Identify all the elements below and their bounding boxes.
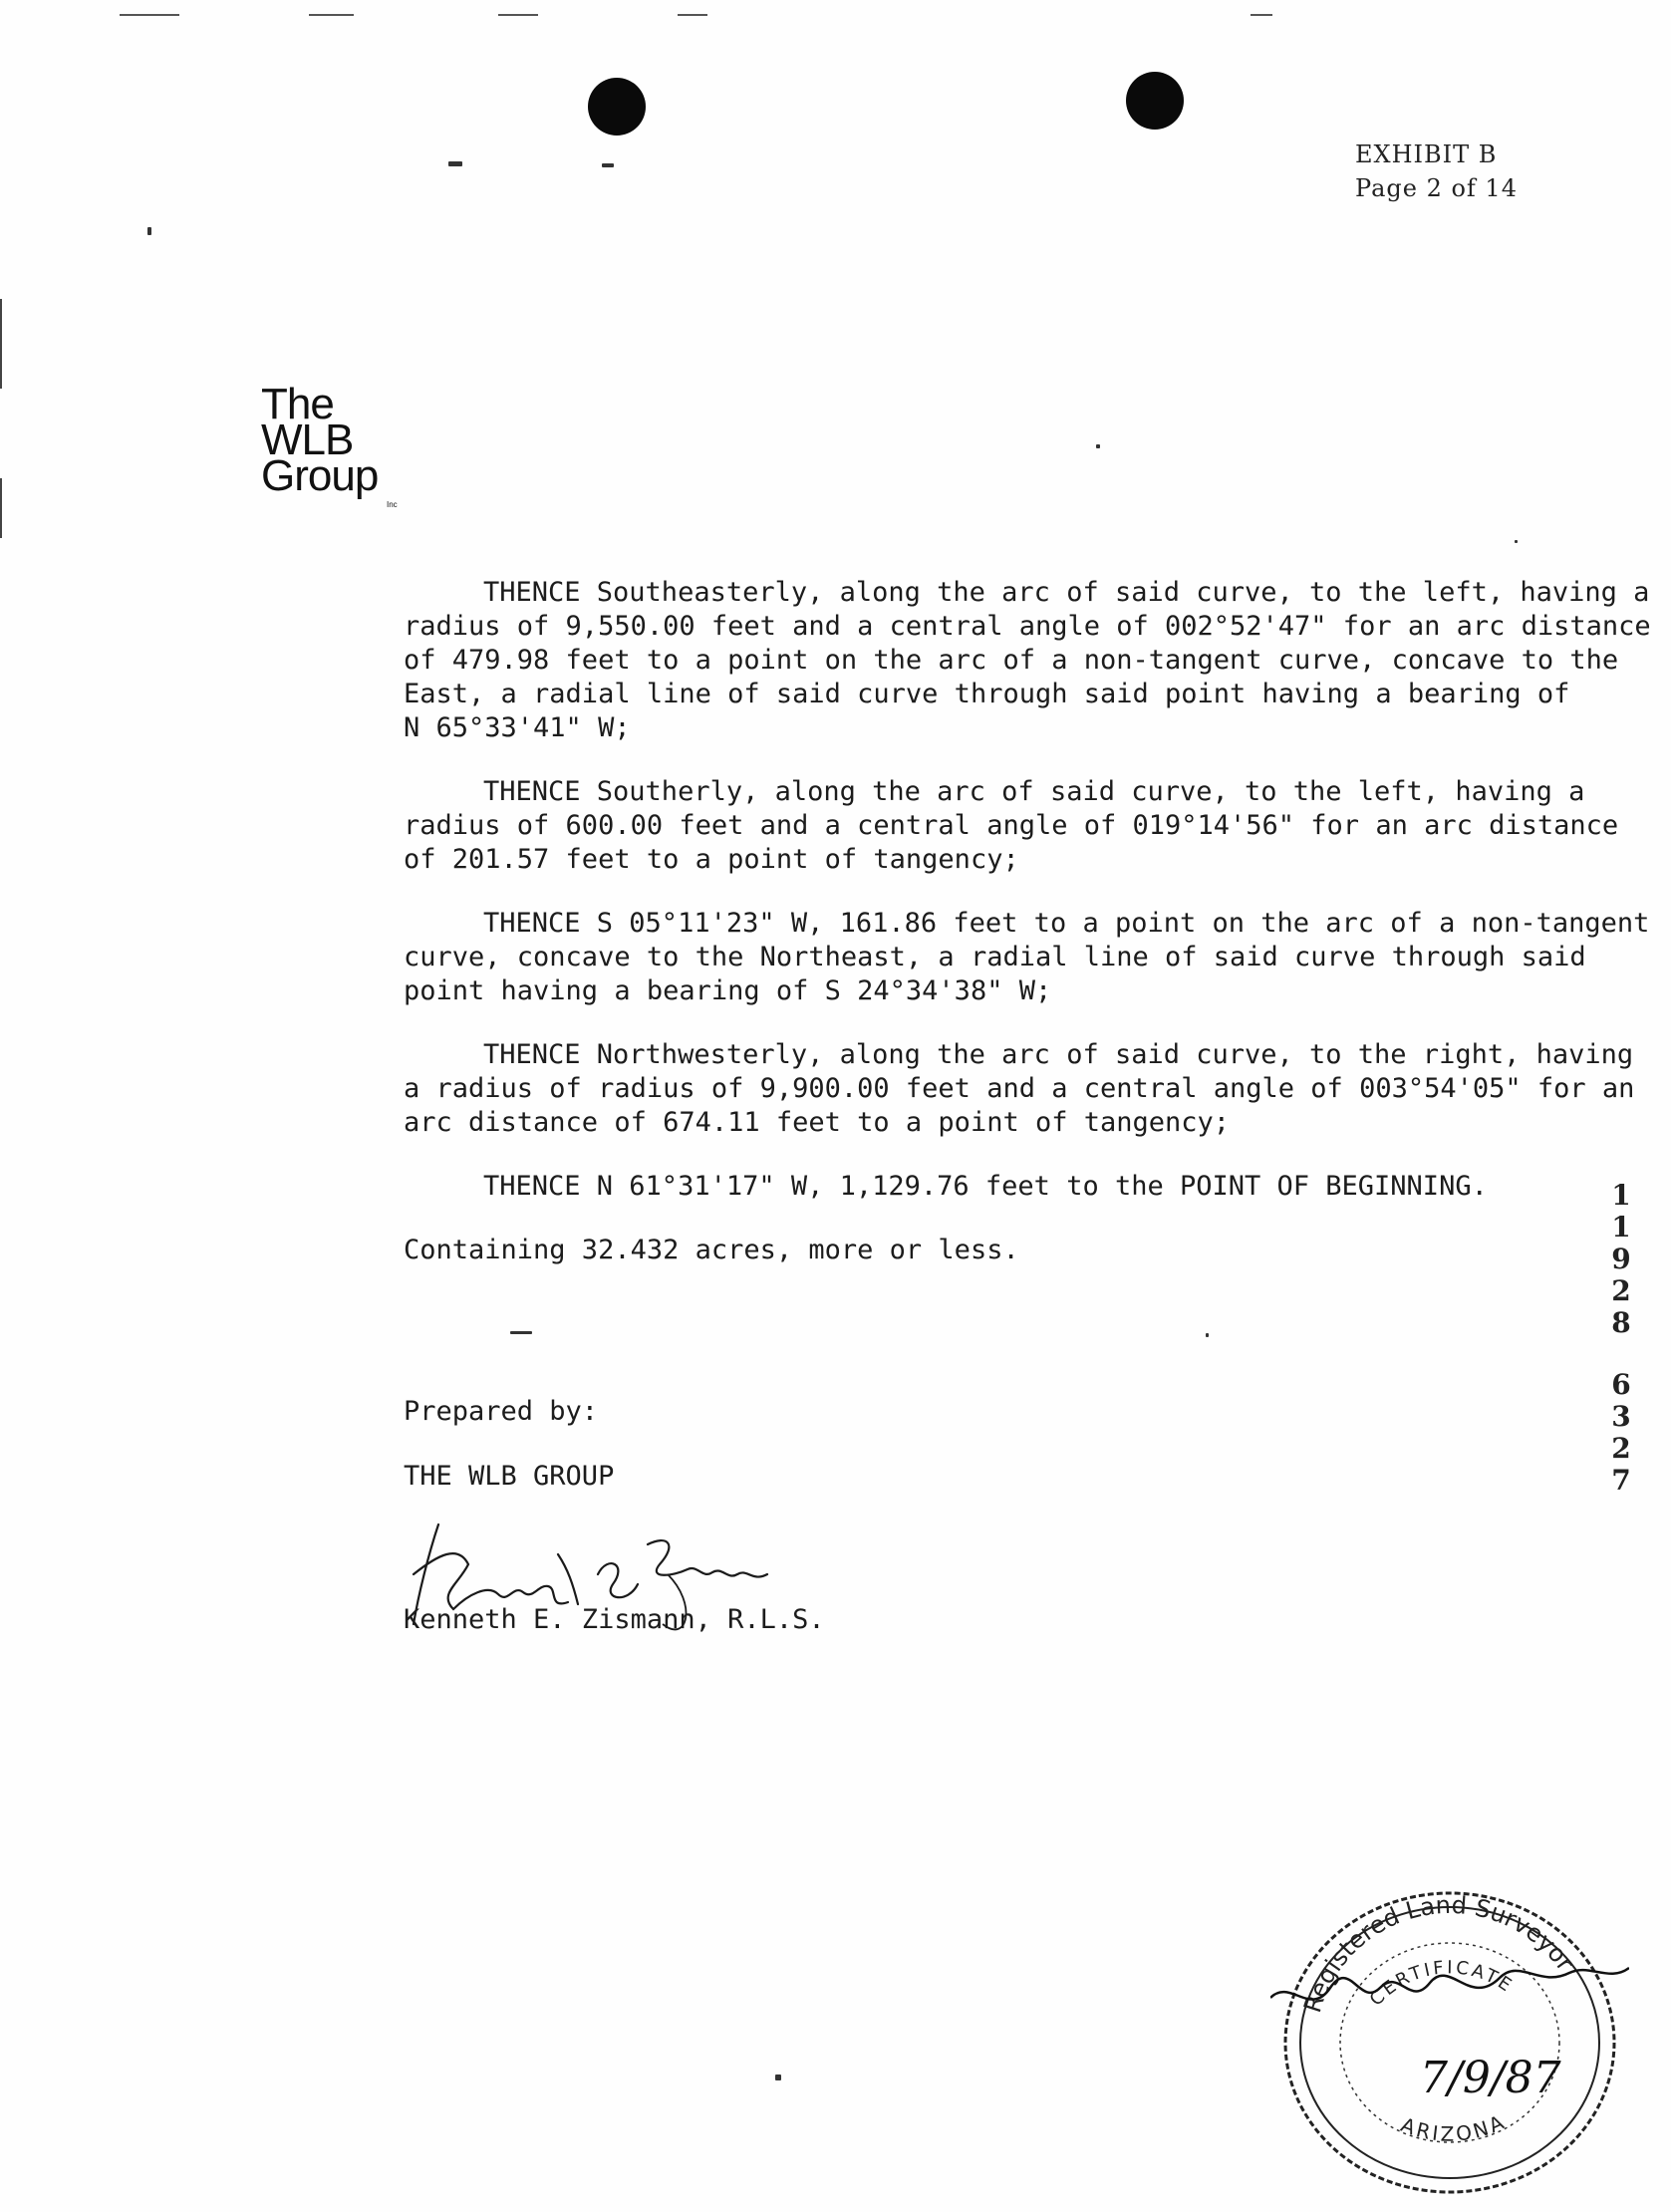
svg-text:Registered Land Surveyor xyxy=(1298,1891,1579,2016)
recording-digit: 7 xyxy=(1611,1464,1631,1497)
scan-artifact-edge xyxy=(0,478,2,538)
scan-artifact-line xyxy=(120,14,179,16)
scan-speck xyxy=(448,161,462,166)
company-logo xyxy=(261,380,398,509)
surveyor-seal xyxy=(1270,1858,1629,2197)
recording-gap xyxy=(1606,1339,1636,1369)
scan-speck xyxy=(147,227,151,235)
recording-number xyxy=(1606,1180,1636,1497)
recording-digit: 9 xyxy=(1611,1243,1631,1275)
exhibit-label: EXHIBIT B xyxy=(1355,140,1498,168)
scan-artifact-line xyxy=(498,14,538,16)
text-line: Containing 32.432 acres, more or less. xyxy=(404,1235,1019,1265)
recording-digit: 2 xyxy=(1611,1432,1631,1465)
logo-suffix: Inc xyxy=(387,500,398,509)
logo-line-1: The xyxy=(261,380,334,428)
scan-artifact-line xyxy=(1251,14,1272,16)
text-line: arc distance of 674.11 feet to a point of tangency; xyxy=(404,1107,1231,1138)
text-line: THENCE Northwesterly, along the arc of said curve, to the right, having xyxy=(483,1039,1634,1070)
recording-digit: 1 xyxy=(1611,1179,1631,1212)
scan-speck xyxy=(1515,540,1518,543)
text-line: point having a bearing of S 24°34'38" W; xyxy=(404,975,1052,1006)
prepared-by-label: Prepared by: xyxy=(404,1396,599,1427)
logo-line-2: WLB xyxy=(261,415,354,464)
firm-name: THE WLB GROUP xyxy=(404,1461,615,1492)
text-line: East, a radial line of said curve through said point having a bearing of xyxy=(404,679,1570,709)
logo-line-3: Group xyxy=(261,451,379,500)
seal-handwritten-date: 7/9/87 xyxy=(1420,2053,1561,2103)
recording-digit: 2 xyxy=(1611,1274,1631,1307)
course-paragraph xyxy=(404,1170,1659,1204)
recording-digit: 8 xyxy=(1611,1306,1631,1339)
scan-artifact-edge xyxy=(0,299,2,389)
course-paragraph xyxy=(404,775,1659,877)
signer-name: Kenneth E. Zismann, R.L.S. xyxy=(404,1604,825,1635)
svg-text:ARIZONA xyxy=(1398,2109,1511,2146)
scan-speck xyxy=(1206,1333,1209,1337)
seal-middle-text: CERTIFICATE xyxy=(1365,1957,1518,2011)
scan-speck xyxy=(602,163,614,167)
text-line: THENCE Southerly, along the arc of said curve, to the left, having a xyxy=(483,776,1585,807)
course-paragraph xyxy=(404,907,1659,1008)
svg-text:CERTIFICATE xyxy=(1366,1957,1518,2010)
text-line: of 479.98 feet to a point on the arc of a non-tangent curve, concave to the xyxy=(404,645,1619,676)
hole-punch xyxy=(1126,72,1184,130)
course-paragraph xyxy=(404,1038,1659,1140)
scan-speck xyxy=(1096,444,1100,448)
scan-artifact-line xyxy=(678,14,707,16)
text-line: THENCE N 61°31'17" W, 1,129.76 feet to the POINT OF BEGINNING. xyxy=(483,1171,1488,1202)
text-line: THENCE Southeasterly, along the arc of said curve, to the left, having a xyxy=(483,577,1650,608)
seal-top-text: Registered Land Surveyor xyxy=(1298,1890,1579,2017)
text-line: of 201.57 feet to a point of tangency; xyxy=(404,844,1019,875)
recording-digit: 3 xyxy=(1611,1400,1631,1433)
text-line: curve, concave to the Northeast, a radial line of said curve through said xyxy=(404,942,1586,972)
scan-speck xyxy=(775,2074,781,2080)
course-paragraph xyxy=(404,576,1659,745)
seal-bottom-text: ARIZONA xyxy=(1397,2108,1511,2146)
legal-description xyxy=(404,576,1659,1297)
scan-speck xyxy=(510,1331,532,1334)
hole-punch xyxy=(588,78,646,136)
text-line: a radius of radius of 9,900.00 feet and a central angle of 003°54'05" for an xyxy=(404,1073,1635,1104)
scan-artifact-line xyxy=(309,14,354,16)
containing-acreage xyxy=(404,1234,1659,1267)
text-line: N 65°33'41" W; xyxy=(404,712,631,743)
page-number: Page 2 of 14 xyxy=(1355,174,1518,202)
text-line: radius of 600.00 feet and a central angle of 019°14'56" for an arc distance xyxy=(404,810,1619,841)
recording-digit: 1 xyxy=(1611,1211,1631,1244)
text-line: THENCE S 05°11'23" W, 161.86 feet to a point on the arc of a non-tangent xyxy=(483,908,1650,939)
text-line: radius of 9,550.00 feet and a central angle of 002°52'47" for an arc distance xyxy=(404,611,1651,642)
recording-digit: 6 xyxy=(1611,1368,1631,1401)
exhibit-header xyxy=(1355,138,1518,205)
